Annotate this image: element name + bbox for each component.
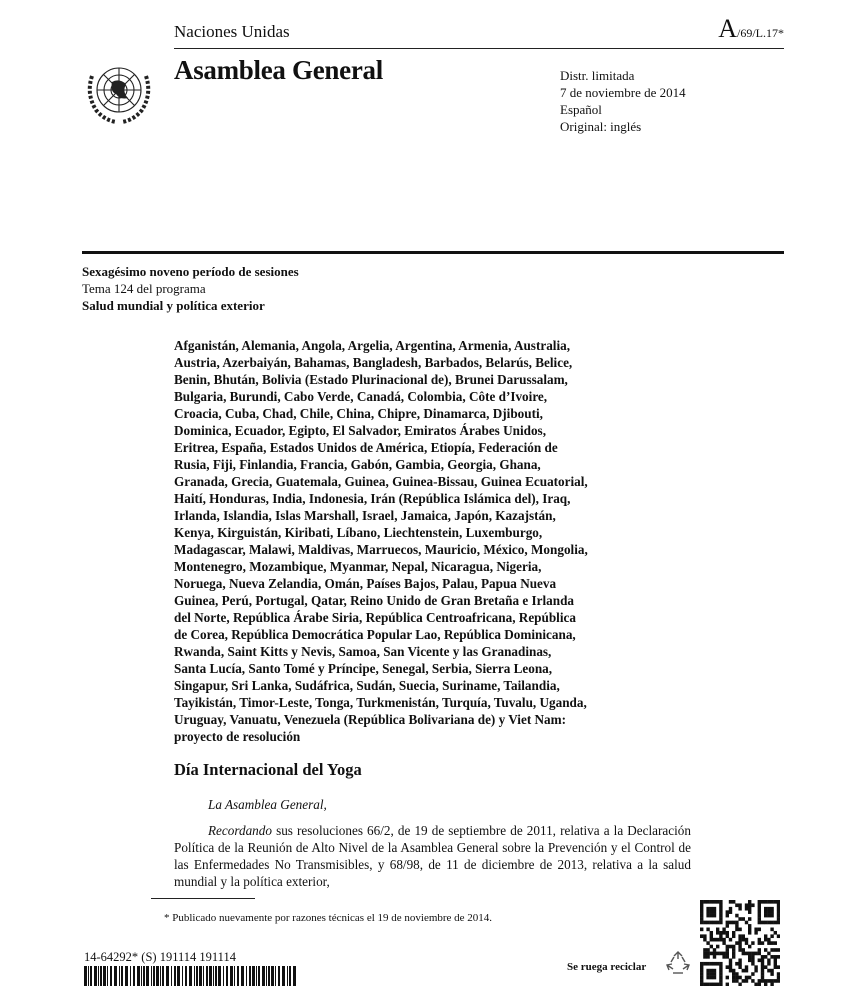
sponsor-line: Bulgaria, Burundi, Cabo Verde, Canadá, Colombia, Côte d’Ivoire,	[174, 389, 548, 404]
recycle-text: Se ruega reciclar	[567, 961, 647, 973]
preamble-text: sus resoluciones 66/2, de 19 de septiembre de 2011, relativa a la Declaración Política de la Reunión de Alto Nivel de la Asamblea General sobre la Prevención y el Control de las Enfermedades No Transmisibles, y 68/98, de 11 de diciembre de 2013, relativa a la salud mundial y la política exterior,	[174, 823, 691, 889]
sponsor-line: Eritrea, España, Estados Unidos de América, Etiopía, Federación de	[174, 440, 558, 455]
separator-rule	[82, 251, 784, 254]
resolution-title: Día Internacional del Yoga	[174, 760, 362, 779]
sponsor-line: Benin, Bhután, Bolivia (Estado Plurinacional de), Brunei Darussalam,	[174, 372, 568, 387]
sponsor-line: Madagascar, Malawi, Maldivas, Marruecos, Mauricio, México, Mongolia,	[174, 542, 588, 557]
session-block	[82, 263, 299, 314]
sponsor-line: Rwanda, Saint Kitts y Nevis, Samoa, San Vicente y las Granadinas,	[174, 644, 552, 659]
document-symbol-number: /69/L.17*	[737, 26, 784, 40]
distribution-type: Distr. limitada	[560, 68, 635, 83]
preamble-keyword: Recordando	[208, 823, 272, 838]
sponsor-line: Austria, Azerbaiyán, Bahamas, Bangladesh, Barbados, Belarús, Belice,	[174, 355, 573, 370]
organization-name: Naciones Unidas	[174, 22, 290, 41]
document-language: Español	[560, 102, 602, 117]
job-number: 14-64292* (S) 191114 191114	[84, 950, 236, 964]
document-date: 7 de noviembre de 2014	[560, 85, 686, 100]
agenda-item: Tema 124 del programa	[82, 281, 206, 296]
document-symbol	[718, 14, 784, 44]
sponsor-line: del Norte, República Árabe Siria, República Centroafricana, República	[174, 610, 576, 625]
sponsor-list	[174, 337, 674, 745]
sponsor-line: Afganistán, Alemania, Angola, Argelia, Argentina, Armenia, Australia,	[174, 338, 571, 353]
preamble-assembly: La Asamblea General,	[208, 797, 327, 812]
footnote: * Publicado nuevamente por razones técnicas el 19 de noviembre de 2014.	[164, 912, 493, 924]
sponsor-line: Singapur, Sri Lanka, Sudáfrica, Sudán, Suecia, Suriname, Tailandia,	[174, 678, 560, 693]
header-rule	[174, 48, 784, 49]
sponsor-line: proyecto de resolución	[174, 729, 301, 744]
qr-code-icon	[700, 900, 780, 986]
agenda-title: Salud mundial y política exterior	[82, 298, 265, 313]
document-symbol-letter: A	[718, 14, 737, 43]
original-language: Original: inglés	[560, 119, 642, 134]
sponsor-line: de Corea, República Democrática Popular Lao, República Dominicana,	[174, 627, 576, 642]
distribution-block	[560, 67, 686, 135]
sponsor-line: Guinea, Perú, Portugal, Qatar, Reino Unido de Gran Bretaña e Irlanda	[174, 593, 575, 608]
sponsor-line: Uruguay, Vanuatu, Venezuela (República Bolivariana de) y Viet Nam:	[174, 712, 566, 727]
session-title: Sexagésimo noveno período de sesiones	[82, 264, 299, 279]
recycle-icon	[665, 950, 691, 976]
sponsor-line: Dominica, Ecuador, Egipto, El Salvador, Emiratos Árabes Unidos,	[174, 423, 546, 438]
body-name: Asamblea General	[174, 55, 383, 85]
footnote-rule	[151, 898, 255, 899]
sponsor-line: Santa Lucía, Santo Tomé y Príncipe, Senegal, Serbia, Sierra Leona,	[174, 661, 553, 676]
barcode-icon	[84, 966, 296, 986]
un-emblem-icon	[82, 54, 156, 128]
sponsor-line: Kenya, Kirguistán, Kiribati, Líbano, Liechtenstein, Luxemburgo,	[174, 525, 543, 540]
sponsor-line: Irlanda, Islandia, Islas Marshall, Israel, Jamaica, Japón, Kazajstán,	[174, 508, 556, 523]
preamble-paragraph	[174, 822, 691, 890]
sponsor-line: Haití, Honduras, India, Indonesia, Irán (República Islámica del), Iraq,	[174, 491, 571, 506]
sponsor-line: Croacia, Cuba, Chad, Chile, China, Chipre, Dinamarca, Djibouti,	[174, 406, 543, 421]
sponsor-line: Rusia, Fiji, Finlandia, Francia, Gabón, Gambia, Georgia, Ghana,	[174, 457, 541, 472]
sponsor-line: Noruega, Nueva Zelandia, Omán, Países Bajos, Palau, Papua Nueva	[174, 576, 557, 591]
sponsor-line: Montenegro, Mozambique, Myanmar, Nepal, Nicaragua, Nigeria,	[174, 559, 542, 574]
sponsor-line: Granada, Grecia, Guatemala, Guinea, Guinea-Bissau, Guinea Ecuatorial,	[174, 474, 588, 489]
sponsor-line: Tayikistán, Timor-Leste, Tonga, Turkmenistán, Turquía, Tuvalu, Uganda,	[174, 695, 587, 710]
